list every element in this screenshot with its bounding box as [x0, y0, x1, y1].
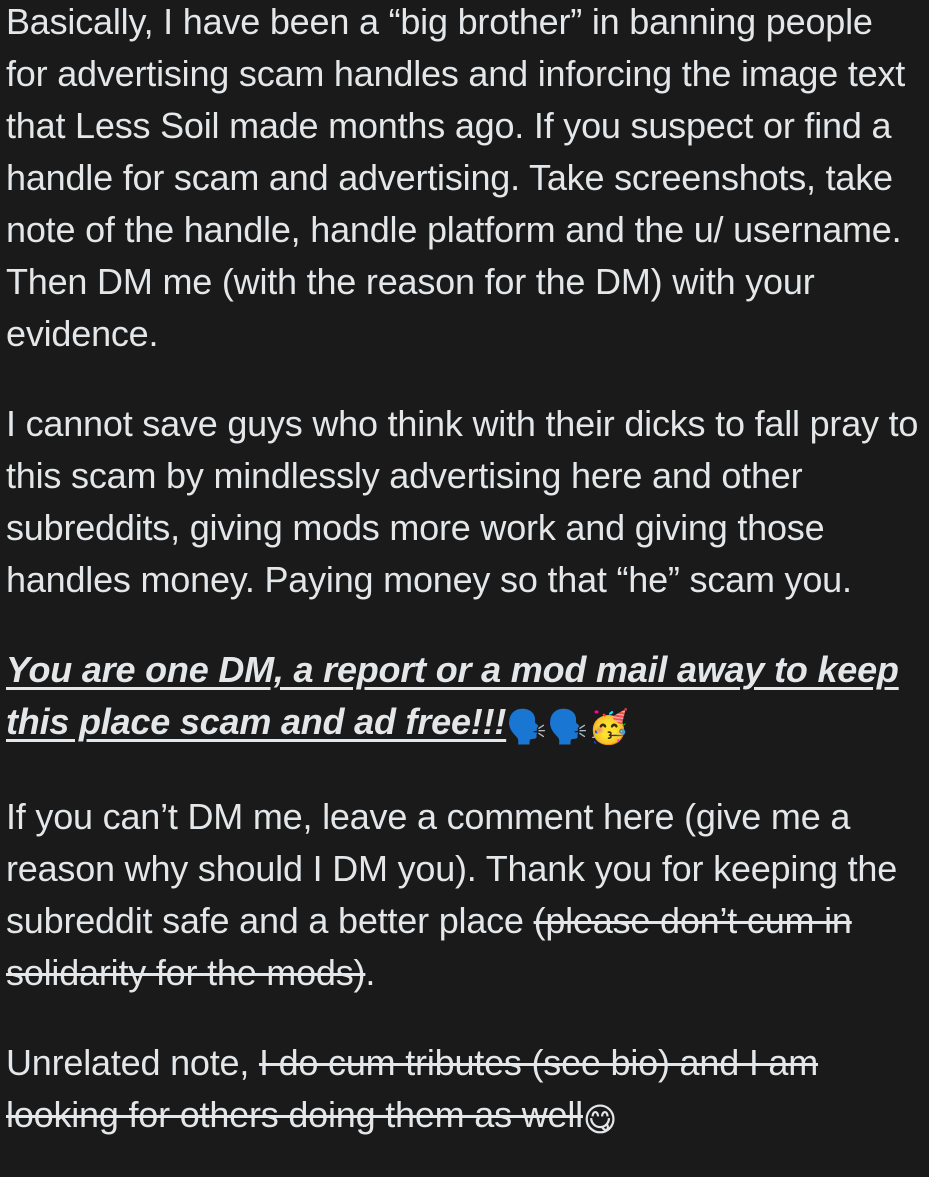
paragraph-1: Basically, I have been a “big brother” in banning people for advertising scam handles and inforcing the image text that Less Soil made months ago. If you suspect or find a handle for scam and advertising. Take screenshots, take note of the handle, handle platform and the u/ username. Then DM me (with the reason for the DM) with your evidence.: [6, 1, 906, 354]
paragraph-5-lead: Unrelated note,: [6, 1042, 259, 1083]
paragraph-3-emphasis: [6, 644, 923, 753]
tongue-emoji: 😋: [582, 1100, 618, 1139]
paragraph-4-lead: If you can’t DM me, leave a comment here (give me a reason why should I DM you). Thank you for keeping the subreddit safe and a better place: [6, 796, 898, 941]
paragraph-5: [6, 1037, 923, 1146]
paragraph-5-strikethrough: I do cum tributes (see bio) and I am looking for others doing them as well: [6, 1042, 819, 1135]
paragraph-4: [6, 791, 923, 999]
celebration-emoji: 🗣️🗣️🥳: [506, 707, 629, 746]
paragraph-4-strikethrough: (please don’t cum in solidarity for the mods): [6, 900, 852, 993]
emphasis-text: You are one DM, a report or a mod mail away to keep this place scam and ad free!!!: [6, 649, 899, 742]
paragraph-4-tail: .: [365, 952, 376, 993]
paragraph-2: I cannot save guys who think with their dicks to fall pray to this scam by mindlessly advertising here and other subreddits, giving mods more work and giving those handles money. Paying money so that “he” scam you.: [6, 403, 919, 600]
